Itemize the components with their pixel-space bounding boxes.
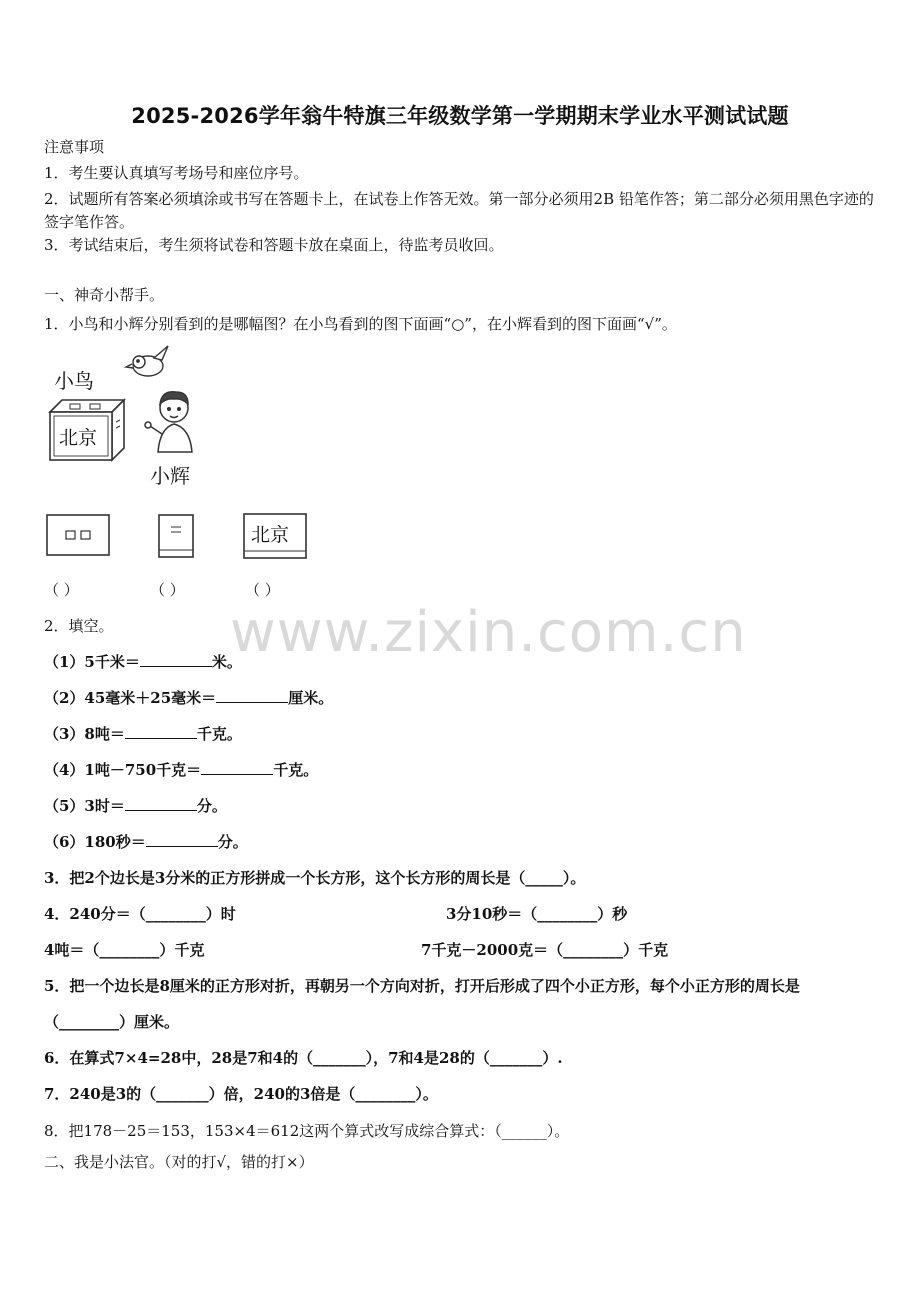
question-4b: 3分10秒＝（________）秒 — [446, 905, 628, 923]
fill-blank-3[interactable] — [125, 724, 197, 739]
notice-item-3: 3．考试结束后，考生须将试卷和答题卡放在桌面上，待监考员收回。 — [44, 236, 504, 254]
fill-item-1-text: （1）5千米＝ — [44, 653, 140, 671]
fill-item-3 — [44, 724, 242, 744]
question-5-line1: 5．把一个边长是8厘米的正方形对折，再朝另一个方向对折，打开后形成了四个小正方形，每个小正方形的周长是 — [44, 977, 800, 995]
fill-item-2-text: （2）45毫米＋25毫米＝ — [44, 689, 217, 707]
boy-icon — [145, 392, 192, 452]
bird-label: 小鸟 — [54, 369, 94, 393]
fill-item-3-text: （3）8吨＝ — [44, 725, 125, 743]
option-side-view — [154, 510, 204, 560]
fill-item-4-text: （4）1吨－750千克＝ — [44, 761, 202, 779]
fill-item-1 — [44, 652, 242, 672]
exam-title: 2025-2026学年翁牛特旗三年级数学第一学期期末学业水平测试试题 — [131, 104, 789, 128]
fill-item-6-unit: 分。 — [217, 833, 248, 851]
notice-item-1: 1．考生要认真填写考场号和座位序号。 — [44, 164, 309, 182]
question-4c: 4吨＝（________）千克 — [44, 941, 205, 959]
watermark: www.zixin.com.cn — [230, 600, 747, 665]
notice-heading: 注意事项 — [44, 138, 105, 156]
question-4d: 7千克－2000克＝（________）千克 — [421, 941, 669, 959]
bird-icon — [126, 346, 168, 376]
fill-item-4 — [44, 760, 318, 780]
fill-item-5-text: （5）3时＝ — [44, 797, 125, 815]
fill-blank-1[interactable] — [140, 652, 212, 667]
box-label: 北京 — [59, 427, 98, 449]
fill-blank-4[interactable] — [201, 760, 273, 775]
fill-blank-5[interactable] — [125, 796, 197, 811]
question-7: 7．240是3的（_______）倍，240的3倍是（________）。 — [44, 1085, 438, 1103]
question-1: 1．小鸟和小辉分别看到的是哪幅图？在小鸟看到的图下面画“○”，在小辉看到的图下面画“√”。 — [44, 315, 677, 333]
answer-paren-1[interactable]: （ ） — [44, 581, 79, 599]
section1-heading: 一、神奇小帮手。 — [44, 286, 165, 304]
fill-blank-2[interactable] — [216, 688, 288, 703]
fill-item-2 — [44, 688, 333, 708]
question-6: 6．在算式7×4=28中，28是7和4的（_______），7和4是28的（_______）. — [44, 1049, 563, 1067]
question-4a: 4．240分＝（________）时 — [44, 905, 236, 923]
option-top-view — [44, 510, 114, 560]
fill-item-4-unit: 千克。 — [273, 761, 319, 779]
fill-item-6-text: （6）180秒＝ — [44, 833, 146, 851]
notice-item-2: 2．试题所有答案必须填涂或书写在答题卡上，在试卷上作答无效。第一部分必须用2B 铅笔作答；第二部分必须用黑色字迹的签字笔作答。 — [44, 190, 874, 231]
answer-paren-2[interactable]: （ ） — [150, 581, 185, 599]
question-3: 3．把2个边长是3分米的正方形拼成一个长方形，这个长方形的周长是（_____）。 — [44, 869, 586, 887]
fill-blank-6[interactable] — [146, 832, 218, 847]
fill-item-5-unit: 分。 — [196, 797, 227, 815]
question-2-heading: 2．填空。 — [44, 617, 114, 635]
fill-item-2-unit: 厘米。 — [288, 689, 334, 707]
section2-heading: 二、我是小法官。（对的打√，错的打×） — [44, 1153, 314, 1171]
option-front-label: 北京 — [251, 524, 290, 546]
question-5-line2: （________）厘米。 — [44, 1013, 180, 1031]
answer-paren-3[interactable]: （ ） — [245, 581, 280, 599]
fill-item-6 — [44, 832, 248, 852]
fill-item-1-unit: 米。 — [211, 653, 242, 671]
fill-item-3-unit: 千克。 — [196, 725, 242, 743]
boy-label: 小辉 — [150, 464, 190, 488]
fill-item-5 — [44, 796, 227, 816]
question-8: 8．把178－25＝153，153×4＝612这两个算式改写成综合算式：（______）。 — [44, 1122, 570, 1140]
